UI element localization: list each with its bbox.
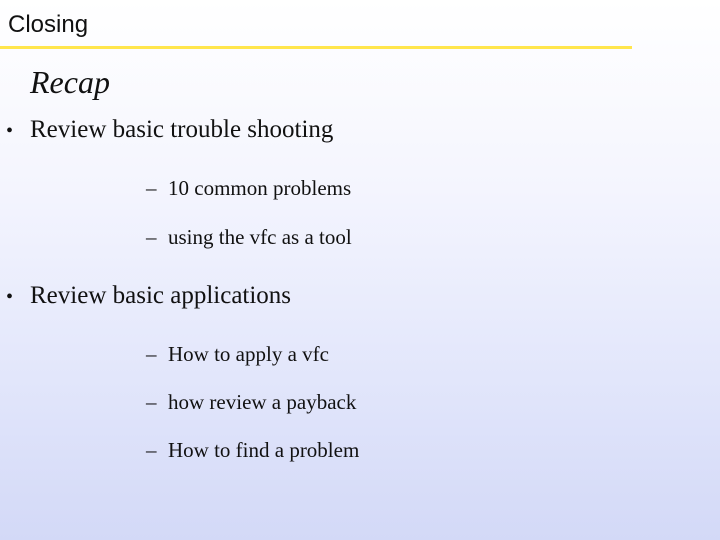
bullet-item-troubleshooting	[6, 114, 333, 147]
sub-item	[146, 223, 352, 251]
dash-icon: –	[146, 390, 157, 414]
bullet-item-applications	[6, 280, 291, 313]
slide-title: Closing	[8, 11, 89, 38]
dash-icon: –	[146, 342, 157, 366]
sub-item-text: 10 common problems	[168, 176, 352, 200]
bullet-text: Review basic trouble shooting	[30, 116, 334, 143]
title-underline	[0, 46, 632, 49]
slide-subtitle: Recap	[30, 64, 110, 100]
sub-item	[146, 340, 329, 368]
sub-item	[146, 436, 359, 464]
bullet-icon: •	[6, 120, 14, 142]
sub-item-text: using the vfc as a tool	[168, 225, 352, 249]
dash-icon: –	[146, 176, 157, 200]
sub-item-text: how review a payback	[168, 390, 357, 414]
bullet-text: Review basic applications	[30, 282, 292, 309]
dash-icon: –	[146, 438, 157, 462]
sub-item	[146, 388, 356, 416]
dash-icon: –	[146, 225, 157, 249]
sub-item-text: How to find a problem	[168, 438, 360, 462]
bullet-icon: •	[6, 286, 14, 308]
sub-item-text: How to apply a vfc	[168, 342, 329, 366]
sub-item	[146, 174, 351, 202]
